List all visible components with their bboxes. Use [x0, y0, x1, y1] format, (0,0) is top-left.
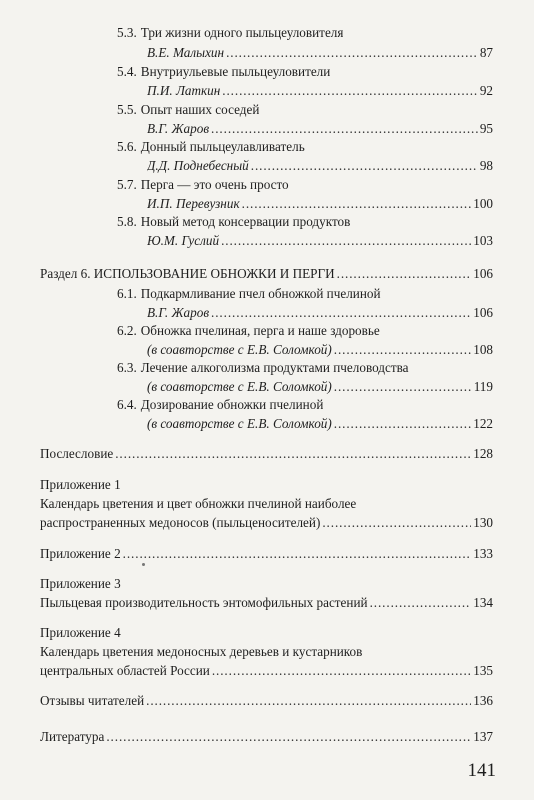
entry-page: 137	[473, 729, 493, 744]
toc-entry-author	[147, 233, 493, 249]
entry-page: 134	[473, 595, 493, 610]
toc-entry-title	[117, 64, 330, 80]
toc-entry-title	[117, 323, 380, 339]
toc-entry-title	[117, 139, 305, 155]
entry-page: 122	[473, 416, 493, 431]
entry-page: 119	[473, 379, 493, 394]
entry-title: Три жизни одного пыльцеуловителя	[140, 25, 344, 40]
entry-title: Внутриульевые пыльцеуловители	[140, 64, 331, 79]
entry-author: В.Г. Жаров	[147, 305, 210, 320]
entry-title: распространенных медоносов (пыльценосителей)	[40, 515, 321, 530]
toc-appendix-title	[40, 515, 493, 531]
dot-leader	[334, 379, 472, 395]
toc-appendix-heading	[40, 546, 493, 562]
entry-number: 5.8.	[117, 214, 137, 229]
entry-page: 103	[473, 233, 493, 248]
entry-title: Обножка пчелиная, перга и наше здоровье	[140, 323, 380, 338]
dot-leader	[212, 663, 471, 679]
toc-entry-title	[117, 177, 289, 193]
dot-leader	[334, 416, 471, 432]
dot-leader	[242, 196, 472, 212]
entry-number: 5.4.	[117, 64, 137, 79]
toc-appendix-title	[40, 663, 493, 679]
entry-page: 130	[473, 515, 493, 530]
dot-leader	[211, 121, 478, 137]
toc-section-heading	[40, 266, 493, 282]
toc-entry-author	[147, 416, 493, 432]
entry-title: центральных областей России	[40, 663, 210, 678]
toc-entry-reviews	[40, 693, 493, 709]
entry-author: П.И. Латкин	[147, 83, 221, 98]
toc-entry-author	[147, 342, 493, 358]
entry-page: 100	[473, 196, 493, 211]
entry-number: 6.3.	[117, 360, 137, 375]
section-title: Раздел 6. ИСПОЛЬЗОВАНИЕ ОБНОЖКИ И ПЕРГИ	[40, 266, 335, 281]
entry-author: В.Е. Малыхин	[147, 45, 225, 60]
entry-author: (в соавторстве с Е.В. Соломкой)	[147, 342, 332, 357]
entry-title: Опыт наших соседей	[140, 102, 260, 117]
dot-leader	[226, 45, 478, 61]
entry-number: 5.7.	[117, 177, 137, 192]
entry-page: 108	[473, 342, 493, 357]
entry-title: Приложение 2	[40, 546, 121, 561]
dot-leader	[146, 693, 471, 709]
dot-leader	[221, 233, 471, 249]
entry-title: Календарь цветения и цвет обножки пчелиной наиболее	[40, 496, 357, 511]
entry-title: Подкармливание пчел обножкой пчелиной	[140, 286, 381, 301]
toc-entry-title	[117, 397, 323, 413]
dot-leader	[211, 305, 471, 321]
toc-entry-title	[117, 360, 409, 376]
entry-number: 5.3.	[117, 25, 137, 40]
toc-appendix-title	[40, 644, 362, 660]
toc-entry-author	[147, 121, 493, 137]
entry-title: Пыльцевая производительность энтомофильных растений	[40, 595, 368, 610]
toc-entry-title	[117, 102, 259, 118]
print-speck	[142, 563, 145, 566]
entry-title: Лечение алкоголизма продуктами пчеловодства	[140, 360, 409, 375]
toc-entry-bibliography	[40, 729, 493, 745]
entry-author: (в соавторстве с Е.В. Соломкой)	[147, 379, 332, 394]
dot-leader	[115, 446, 471, 462]
toc-entry-afterword	[40, 446, 493, 462]
dot-leader	[370, 595, 472, 611]
toc-appendix-heading	[40, 625, 121, 641]
entry-page: 128	[473, 446, 493, 461]
dot-leader	[123, 546, 472, 562]
toc-appendix-heading	[40, 576, 121, 592]
entry-page: 106	[473, 305, 493, 320]
dot-leader	[337, 266, 472, 282]
toc-entry-author	[147, 83, 493, 99]
toc-appendix-title	[40, 496, 356, 512]
toc-entry-author	[147, 196, 493, 212]
toc-appendix-heading	[40, 477, 121, 493]
entry-page: 92	[479, 83, 493, 98]
dot-leader	[222, 83, 478, 99]
toc-entry-title	[117, 25, 343, 41]
entry-title: Послесловие	[40, 446, 114, 461]
toc-entry-author	[147, 305, 493, 321]
dot-leader	[334, 342, 471, 358]
entry-title: Новый метод консервации продуктов	[140, 214, 351, 229]
entry-page: 95	[479, 121, 493, 136]
toc-entry-title	[117, 214, 350, 230]
toc-entry-author	[147, 379, 493, 395]
entry-title: Приложение 1	[40, 477, 121, 492]
entry-author: Д.Д. Поднебесный	[147, 158, 249, 173]
dot-leader	[322, 515, 471, 531]
entry-page: 87	[479, 45, 493, 60]
entry-page: 106	[473, 266, 493, 281]
entry-author: Ю.М. Гуслий	[147, 233, 220, 248]
entry-number: 6.2.	[117, 323, 137, 338]
entry-title: Перга — это очень просто	[140, 177, 289, 192]
entry-title: Приложение 3	[40, 576, 121, 591]
entry-author: (в соавторстве с Е.В. Соломкой)	[147, 416, 332, 431]
page-number: 141	[467, 760, 496, 781]
entry-number: 6.4.	[117, 397, 137, 412]
entry-number: 5.5.	[117, 102, 137, 117]
entry-page: 136	[473, 693, 493, 708]
entry-author: И.П. Перевузник	[147, 196, 240, 211]
entry-page: 133	[473, 546, 493, 561]
toc-appendix-title	[40, 595, 493, 611]
toc-entry-author	[147, 45, 493, 61]
entry-title: Дозирование обножки пчелиной	[140, 397, 324, 412]
dot-leader	[106, 729, 471, 745]
entry-number: 6.1.	[117, 286, 137, 301]
toc-entry-author	[147, 158, 493, 174]
entry-title: Календарь цветения медоносных деревьев и кустарников	[40, 644, 363, 659]
entry-page: 135	[473, 663, 493, 678]
entry-title: Литература	[40, 729, 105, 744]
entry-title: Приложение 4	[40, 625, 121, 640]
entry-author: В.Г. Жаров	[147, 121, 210, 136]
entry-page: 98	[479, 158, 493, 173]
toc-entry-title	[117, 286, 381, 302]
entry-number: 5.6.	[117, 139, 137, 154]
entry-title: Отзывы читателей	[40, 693, 145, 708]
entry-title: Донный пыльцеулавливатель	[140, 139, 305, 154]
dot-leader	[251, 158, 478, 174]
